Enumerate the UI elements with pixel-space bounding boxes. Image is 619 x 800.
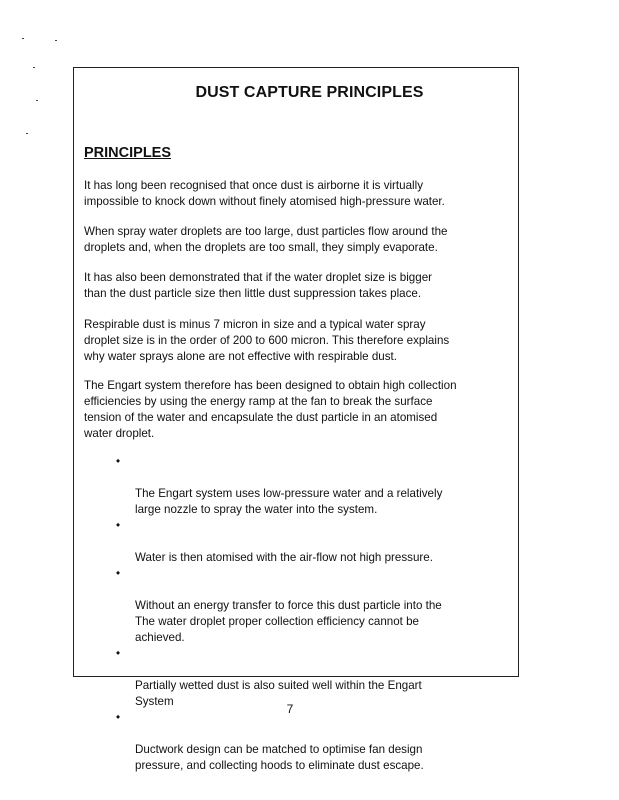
scan-speck — [22, 38, 24, 39]
list-item-text: Partially wetted dust is also suited well within the Engart System — [135, 679, 422, 708]
paragraph-droplet-size: When spray water droplets are too large, dust particles flow around the droplets and, when the droplets are too small, they simply evaporate. — [84, 225, 448, 254]
list-item — [113, 566, 513, 646]
paragraph-respirable-dust: Respirable dust is minus 7 micron in size and a typical water spray droplet size is in the order of 200 to 600 micron. This therefore explains why water sprays alone are not effective with respirable dust. — [84, 318, 450, 363]
list-item-text: The Engart system uses low-pressure water and a relatively large nozzle to spray the water into the system. — [135, 487, 443, 516]
bullet-icon: • — [116, 647, 121, 660]
list-item — [113, 518, 513, 566]
feature-bullet-list — [113, 454, 513, 774]
list-item — [113, 710, 513, 774]
list-item-text: Without an energy transfer to force this dust particle into the The water droplet proper collection efficiency cannot be achieved. — [135, 599, 442, 644]
list-item-text: Water is then atomised with the air-flow not high pressure. — [135, 551, 433, 564]
paragraph-suppression: It has also been demonstrated that if the water droplet size is bigger than the dust particle size then little dust suppression takes place. — [84, 271, 433, 300]
document-title: DUST CAPTURE PRINCIPLES — [195, 84, 424, 101]
scan-speck — [26, 133, 28, 134]
scan-speck — [33, 67, 35, 68]
list-item — [113, 454, 513, 518]
list-item-text: Ductwork design can be matched to optimise fan design pressure, and collecting hoods to eliminate dust escape. — [135, 743, 424, 772]
paragraph-airborne-dust: It has long been recognised that once dust is airborne it is virtually impossible to knock down without finely atomised high-pressure water. — [84, 179, 445, 208]
bullet-icon: • — [116, 519, 121, 532]
bullet-icon: • — [116, 455, 121, 468]
bullet-icon: • — [116, 567, 121, 580]
section-heading: PRINCIPLES — [84, 145, 172, 161]
bullet-icon: • — [116, 711, 121, 724]
scan-speck — [55, 40, 57, 41]
page-number: 7 — [286, 702, 294, 716]
list-item — [113, 646, 513, 710]
paragraph-engart-system: The Engart system therefore has been designed to obtain high collection efficiencies by using the energy ramp at the fan to break the surface tension of the water and encapsulate the dust particle in an atomised water droplet. — [84, 379, 457, 440]
